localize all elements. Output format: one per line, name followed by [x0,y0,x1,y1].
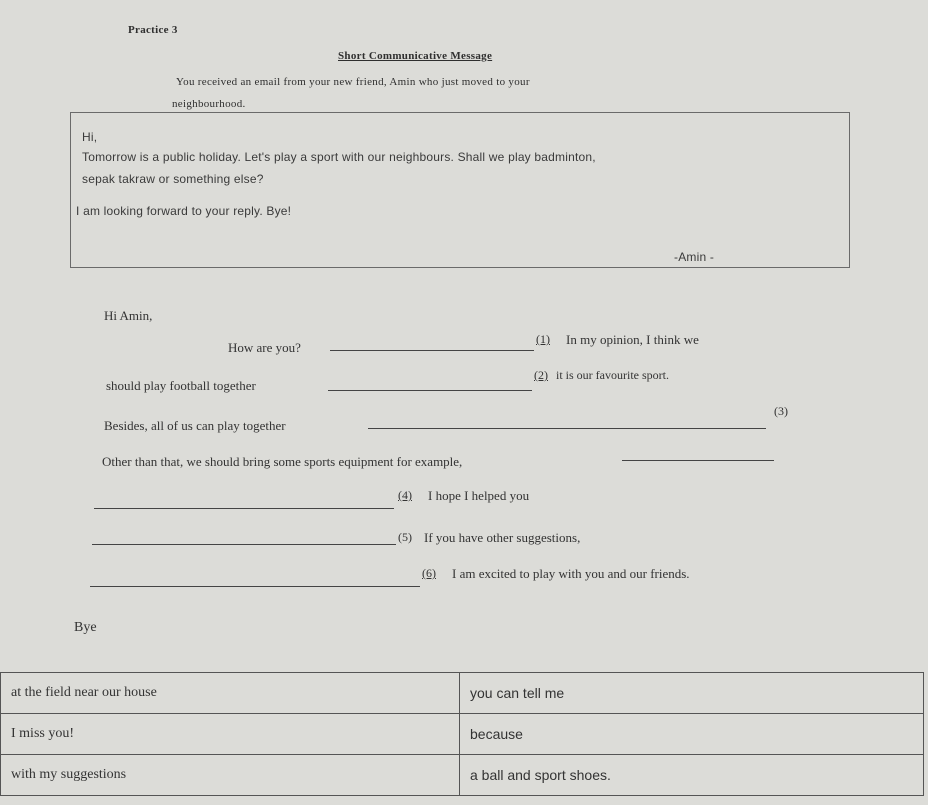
answer-blank-1[interactable] [330,350,534,351]
blank-number-5: (5) [398,530,412,544]
table-row [1,755,924,796]
response-row3-left: Besides, all of us can play together [104,418,286,433]
blank-number-4: (4) [398,488,412,502]
answer-blank-3[interactable] [368,428,766,429]
email-signature: -Amin - [674,250,715,264]
blank-number-1: (1) [536,332,550,346]
response-greeting: Hi Amin, [104,308,153,323]
answer-blank-2[interactable] [328,390,532,391]
option-cell[interactable]: because [460,714,924,755]
answer-blank-4[interactable] [94,508,394,509]
option-cell[interactable]: at the field near our house [1,673,460,714]
answer-blank-example[interactable] [622,460,774,461]
response-closing: Bye [74,620,97,635]
response-row4-left: Other than that, we should bring some sports equipment for example, [102,454,463,469]
email-greeting: Hi, [82,130,98,144]
answer-blank-6[interactable] [90,586,420,587]
option-cell[interactable]: a ball and sport shoes. [460,755,924,796]
answer-options-table [0,672,924,796]
email-box [70,112,850,268]
blank-number-3: (3) [774,404,788,418]
answer-blank-5[interactable] [92,544,396,545]
blank-number-6: (6) [422,566,436,580]
option-cell[interactable]: you can tell me [460,673,924,714]
page-title: Short Communicative Message [338,50,493,62]
email-line-1: Tomorrow is a public holiday. Let's play a sport with our neighbours. Shall we play badminton, [82,150,596,164]
email-line-3: I am looking forward to your reply. Bye! [76,204,292,218]
response-row2-right: it is our favourite sport. [556,368,669,382]
option-cell[interactable]: with my suggestions [1,755,460,796]
intro-line-2: neighbourhood. [172,98,246,110]
response-row2-left: should play football together [106,378,256,393]
response-row1-left: How are you? [228,340,301,355]
response-row5-right: I hope I helped you [428,488,530,503]
response-row1-right: In my opinion, I think we [566,332,699,347]
email-line-2: sepak takraw or something else? [82,172,264,186]
option-cell[interactable]: I miss you! [1,714,460,755]
response-row7-right: I am excited to play with you and our friends. [452,566,690,581]
response-row6-right: If you have other suggestions, [424,530,581,545]
blank-number-2: (2) [534,368,548,382]
table-row [1,673,924,714]
table-row [1,714,924,755]
practice-label: Practice 3 [128,24,178,36]
intro-line-1: You received an email from your new friend, Amin who just moved to your [176,76,530,88]
